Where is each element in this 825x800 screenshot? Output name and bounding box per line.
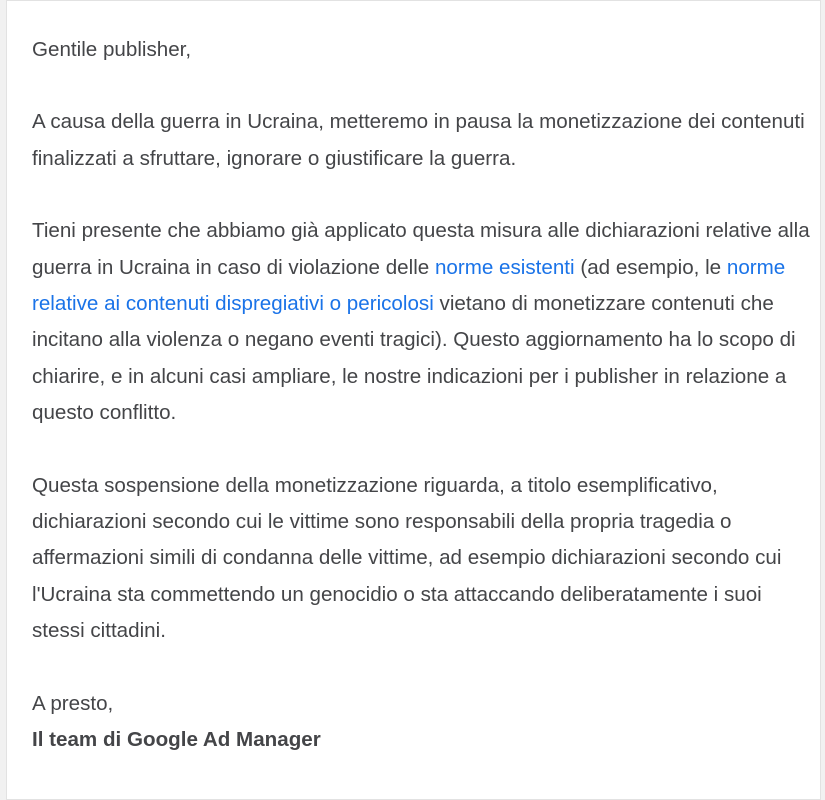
dangerous-content-policy-link[interactable]: norme relative ai contenuti dispregiativi o pericolosi — [32, 255, 786, 316]
email-paragraph-1: A causa della guerra in Ucraina, metteremo in pausa la monetizzazione dei contenuti finalizzati a sfruttare, ignorare o giustificare la guerra. — [32, 110, 805, 170]
email-greeting: Gentile publisher, — [32, 38, 192, 61]
paragraph-2-text-1: Tieni presente che abbiamo già applicato questa misura alle dichiarazioni relative alla guerra in Ucraina in caso di violazione delle — [32, 219, 810, 279]
email-signoff — [32, 686, 812, 759]
paragraph-2-text-2: (ad esempio, le — [574, 255, 727, 279]
email-paragraph-3: Questa sospensione della monetizzazione riguarda, a titolo esemplificativo, dichiarazioni secondo cui le vittime sono responsabili della propria tragedia o affermazioni simili di condanna delle vittime, ad esempio dichiarazioni secondo cui l'Ucraina sta commettendo un genocidio o sta attaccando deliberatamente i suoi stessi cittadini. — [32, 473, 782, 643]
existing-policies-link[interactable]: norme esistenti — [434, 255, 575, 279]
paragraph-2-text-3: vietano di monetizzare contenuti che incitano alla violenza o negano eventi tragici). Questo aggiornamento ha lo scopo di chiarire, e in alcuni casi ampliare, le nostre indicazioni per i publisher in relazione a questo conflitto. — [32, 292, 796, 425]
email-closing: A presto, — [32, 691, 114, 715]
email-body — [32, 32, 812, 759]
email-signature: Il team di Google Ad Manager — [32, 728, 321, 752]
email-paragraph-2 — [32, 213, 812, 431]
email-card — [6, 0, 821, 800]
